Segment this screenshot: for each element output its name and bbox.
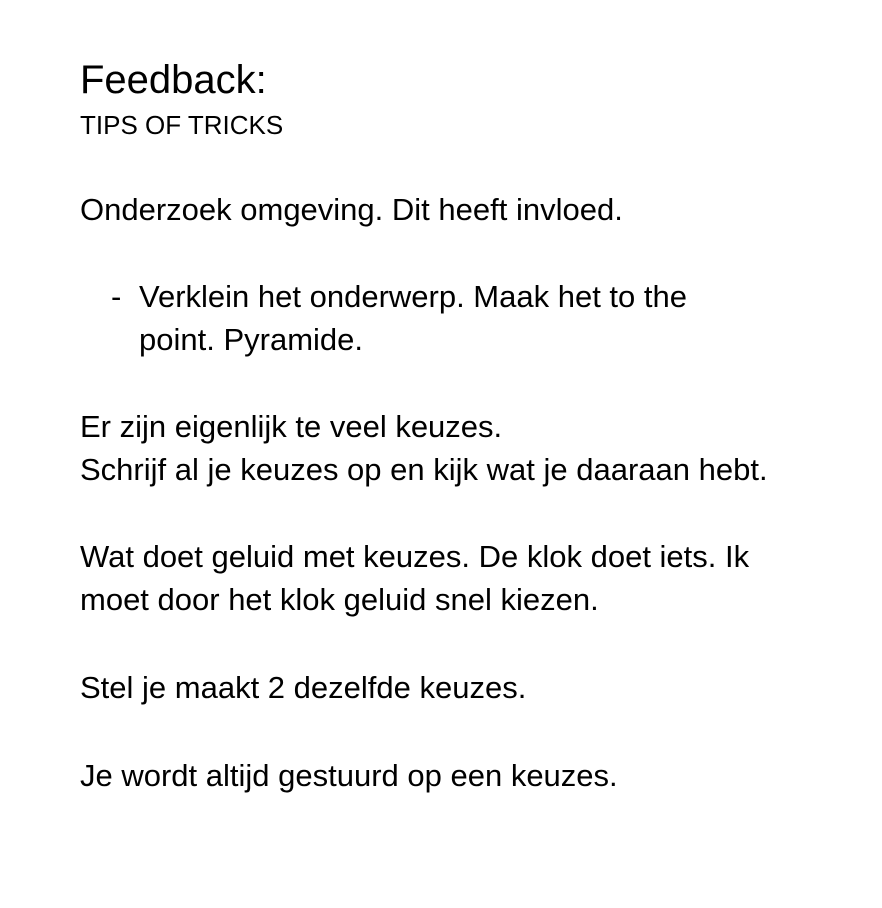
paragraph-dezelfde-keuzes: Stel je maakt 2 dezelfde keuzes. xyxy=(80,670,527,705)
paragraph-line: Er zijn eigenlijk te veel keuzes. xyxy=(80,409,503,444)
bullet-line-2: point. Pyramide. xyxy=(139,322,363,357)
dash-bullet-icon: - xyxy=(111,279,122,314)
paragraph-geluid xyxy=(80,535,840,621)
paragraph-line: Wat doet geluid met keuzes. De klok doet iets. Ik xyxy=(80,539,750,574)
paragraph-line: moet door het klok geluid snel kiezen. xyxy=(80,582,599,617)
paragraph-keuzes xyxy=(80,405,840,491)
paragraph-onderzoek: Onderzoek omgeving. Dit heeft invloed. xyxy=(80,192,623,227)
paragraph-gestuurd: Je wordt altijd gestuurd op een keuzes. xyxy=(80,758,618,793)
page-title: Feedback: xyxy=(80,58,267,102)
bullet-list xyxy=(80,275,840,361)
bullet-line-1: Verklein het onderwerp. Maak het to the xyxy=(139,279,687,314)
list-item xyxy=(80,275,840,361)
document-page xyxy=(80,56,840,797)
paragraph-line: Schrijf al je keuzes op en kijk wat je daaraan hebt. xyxy=(80,452,768,487)
page-subtitle: TIPS OF TRICKS xyxy=(80,110,284,140)
